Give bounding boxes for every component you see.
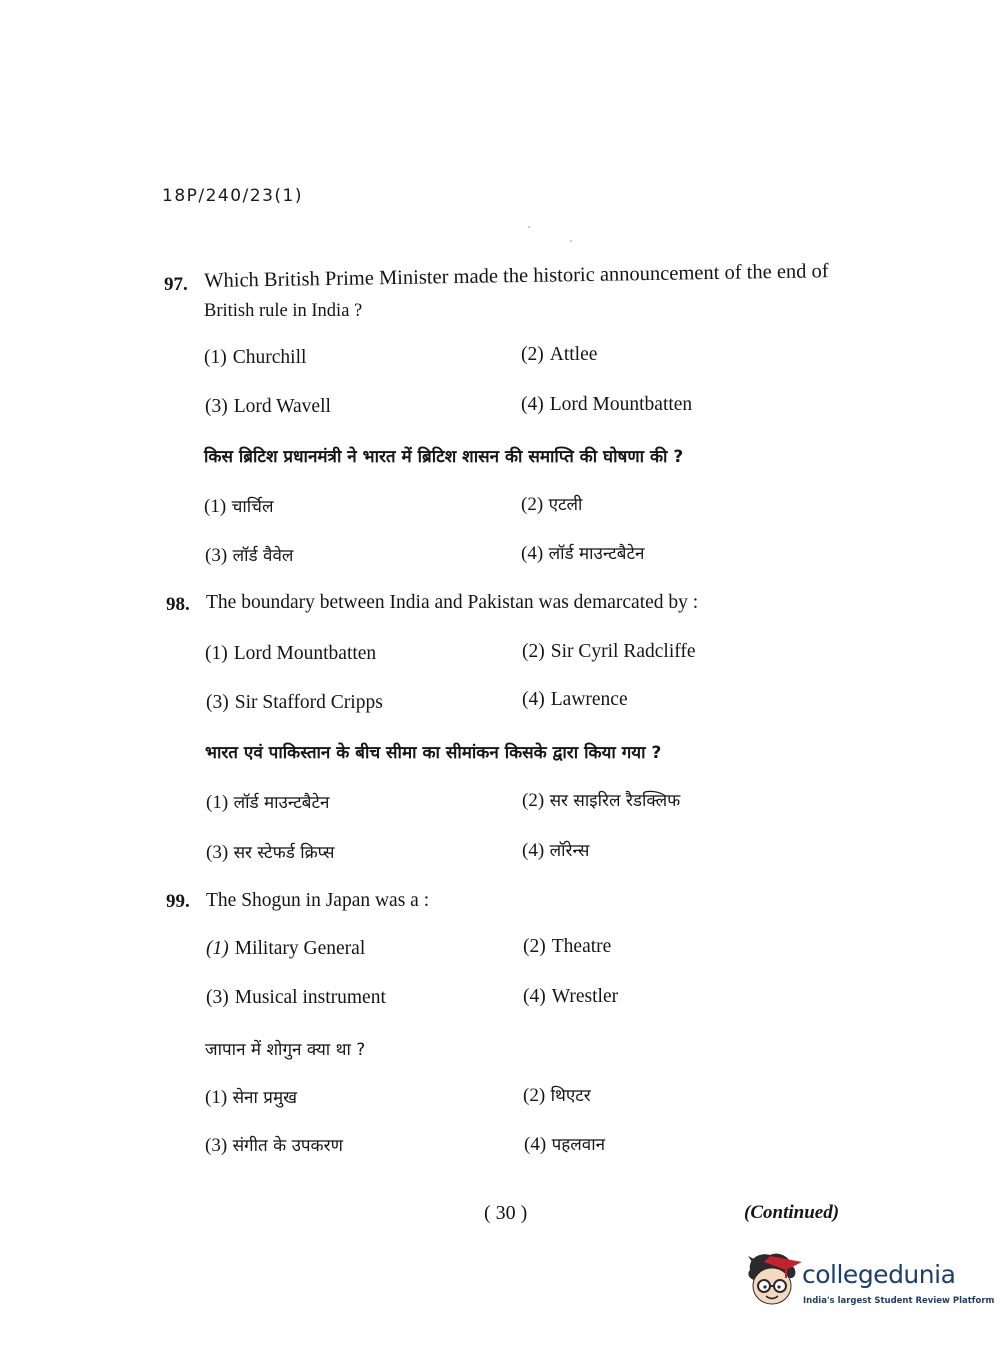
hindi-question-text: जापान में शोगुन क्या था ?: [205, 1040, 366, 1060]
option-label: पहलवान: [551, 1135, 606, 1155]
option-number: (1): [204, 347, 227, 368]
option-3: [205, 396, 331, 418]
option-label: Churchill: [232, 347, 307, 368]
option-3: [206, 987, 386, 1009]
option-number: (3): [206, 842, 229, 863]
question-text: The boundary between India and Pakistan was demarcated by :: [206, 592, 699, 613]
option-label: संगीत के उपकरण: [232, 1136, 343, 1156]
option-label: लॉर्ड माउन्टबैटेन: [548, 544, 645, 564]
collegedunia-mascot-icon: [742, 1248, 804, 1312]
option-label: चार्चिल: [231, 497, 274, 517]
option-label: Attlee: [549, 344, 598, 365]
option-number: (4): [521, 394, 544, 415]
option-1: [204, 347, 306, 369]
option-number: (3): [205, 396, 228, 417]
option-number: (1): [205, 643, 228, 664]
question-text-line-1: Which British Prime Minister made the historic announcement of the end of: [204, 260, 829, 292]
hindi-question-text: भारत एवं पाकिस्तान के बीच सीमा का सीमांकन किसके द्वारा किया गया ?: [205, 743, 662, 763]
option-label: Lord Mountbatten: [549, 394, 693, 415]
option-label: Lawrence: [550, 689, 628, 710]
hindi-option-3: [206, 840, 335, 864]
option-number: (1): [205, 1087, 228, 1108]
option-number: (3): [205, 1135, 228, 1156]
option-number: (3): [206, 692, 229, 713]
collegedunia-watermark: [742, 1248, 995, 1314]
option-number: (3): [205, 545, 228, 566]
option-label: सर साइरिल रैडक्लिफ: [549, 791, 681, 811]
option-label: लॉर्ड माउन्टबैटेन: [233, 793, 330, 813]
question-number: 98.: [166, 594, 190, 615]
option-2: [522, 641, 696, 663]
hindi-option-2: [521, 492, 582, 516]
option-label: Wrestler: [551, 986, 619, 1007]
question-text: [204, 258, 844, 294]
option-label: Lord Mountbatten: [233, 643, 377, 664]
option-label: सर स्टेफर्ड क्रिप्स: [233, 843, 335, 863]
hindi-option-2: [523, 1083, 591, 1107]
continued-label: (Continued): [744, 1202, 840, 1223]
hindi-option-2: [522, 788, 680, 812]
option-number: (4): [524, 1134, 547, 1155]
question-number: 99.: [166, 891, 190, 912]
option-number: (2): [521, 344, 544, 365]
option-number: (2): [521, 494, 544, 515]
option-label: Sir Stafford Cripps: [234, 692, 383, 713]
option-number: (2): [523, 936, 546, 957]
option-label: लॉर्ड वैवेल: [232, 546, 294, 566]
option-2: [523, 936, 611, 958]
hindi-option-4: [521, 541, 645, 565]
brand-tagline: India's largest Student Review Platform: [803, 1296, 995, 1306]
option-number: (2): [522, 790, 545, 811]
hindi-option-1: [205, 1085, 297, 1109]
hindi-option-4: [524, 1132, 605, 1156]
hindi-option-1: [204, 494, 273, 518]
option-label: लॉरेन्स: [549, 841, 590, 861]
scan-speck: [570, 240, 572, 242]
option-number: (1): [204, 496, 227, 517]
hindi-option-1: [206, 790, 330, 814]
hindi-option-4: [522, 838, 589, 862]
page-number: ( 30 ): [484, 1202, 528, 1224]
hindi-option-3: [205, 543, 293, 567]
option-label: Theatre: [551, 936, 612, 957]
option-number: (3): [206, 987, 229, 1008]
question-text-line-2: British rule in India ?: [204, 301, 363, 321]
paper-code: 18P/240/23(1): [162, 186, 303, 206]
option-1: [205, 643, 376, 665]
option-number: (4): [523, 986, 546, 1007]
option-1: [206, 938, 365, 960]
option-number: (4): [521, 543, 544, 564]
question-number: 97.: [164, 274, 188, 295]
option-number: (4): [522, 840, 545, 861]
scan-speck: [528, 226, 530, 228]
option-2: [521, 344, 597, 366]
option-number: (1): [206, 938, 229, 959]
hindi-question-text: किस ब्रिटिश प्रधानमंत्री ने भारत में ब्रिटिश शासन की समाप्ति की घोषणा की ?: [204, 447, 684, 467]
option-number: (4): [522, 689, 545, 710]
option-number: (2): [523, 1085, 546, 1106]
option-label: Musical instrument: [234, 987, 386, 1008]
brand-name: collegedunia: [802, 1260, 956, 1289]
option-label: सेना प्रमुख: [232, 1088, 298, 1108]
option-label: थिएटर: [550, 1086, 591, 1106]
option-number: (2): [522, 641, 545, 662]
option-4: [521, 394, 692, 416]
option-label: एटली: [548, 495, 583, 515]
hindi-option-3: [205, 1133, 343, 1157]
question-text: The Shogun in Japan was a :: [206, 890, 430, 911]
option-label: Sir Cyril Radcliffe: [550, 641, 696, 662]
option-3: [206, 692, 383, 714]
option-label: Lord Wavell: [233, 396, 331, 417]
option-4: [523, 986, 618, 1008]
option-label: Military General: [234, 938, 366, 959]
option-number: (1): [206, 792, 229, 813]
option-4: [522, 689, 628, 711]
